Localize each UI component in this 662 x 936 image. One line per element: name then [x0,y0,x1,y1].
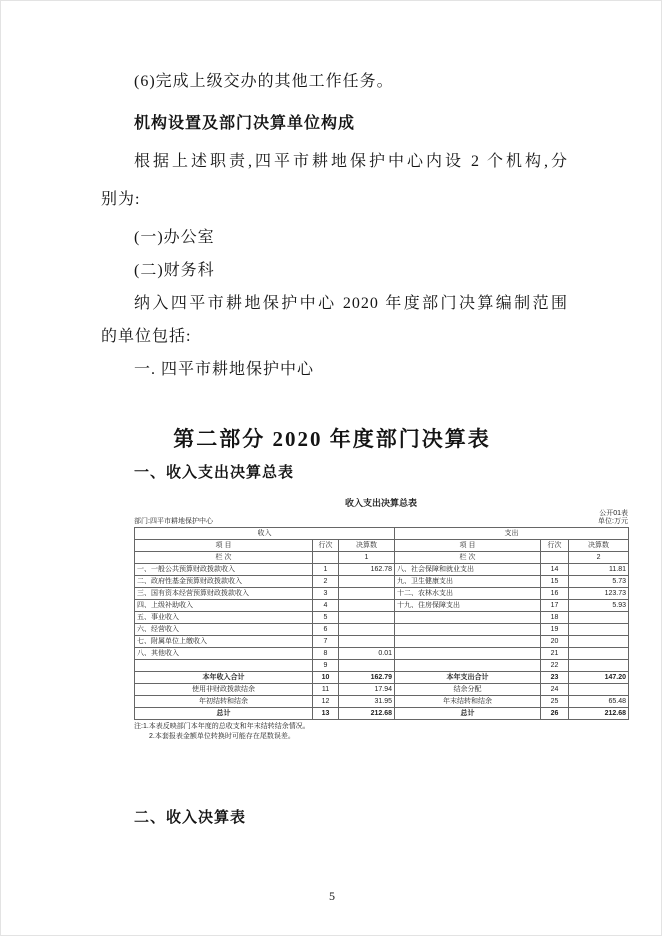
amount-cell [339,660,395,672]
line-no-cell: 21 [541,648,569,660]
col-header-line: 行次 [313,540,339,552]
line-no-cell: 1 [313,564,339,576]
table-meta [134,510,628,526]
amount-cell: 17.94 [339,684,395,696]
heading-org-setup: 机构设置及部门决算单位构成 [134,115,356,132]
item-cell: 本年收入合计 [135,672,313,684]
table-title: 收入支出决算总表 [344,498,417,508]
item-cell: 九、卫生健康支出 [395,576,541,588]
amount-cell [569,624,629,636]
page-number: 5 [329,889,335,903]
table-row [135,684,629,696]
lanci-row [135,552,629,564]
line-no-cell: 16 [541,588,569,600]
line-no-cell: 2 [313,576,339,588]
line-no-cell: 20 [541,636,569,648]
lanci-cell: 栏 次 [395,552,541,564]
item-cell: 三、国有资本经营预算财政拨款收入 [135,588,313,600]
item-cell: 结余分配 [395,684,541,696]
line-no-cell: 8 [313,648,339,660]
amount-cell [339,600,395,612]
line-no-cell: 3 [313,588,339,600]
group-header-row [135,528,629,540]
item-cell: 八、其他收入 [135,648,313,660]
table-row [135,660,629,672]
table-department: 部门:四平市耕地保护中心 [134,518,213,525]
table-row [135,672,629,684]
line-no-cell: 25 [541,696,569,708]
col-header-amount: 决算数 [339,540,395,552]
line-no-cell: 15 [541,576,569,588]
line-no-cell: 9 [313,660,339,672]
lanci-cell: 栏 次 [135,552,313,564]
paragraph-scope-line1: 纳入四平市耕地保护中心 2020 年度部门决算编制范围 [134,295,568,312]
table-row [135,636,629,648]
amount-cell: 5.93 [569,600,629,612]
line-no-cell: 10 [313,672,339,684]
amount-cell [569,648,629,660]
table-row [135,696,629,708]
amount-cell [339,576,395,588]
table-row [135,600,629,612]
part-two-title: 第二部分 2020 年度部门决算表 [173,427,491,451]
amount-cell [339,612,395,624]
column-header-row [135,540,629,552]
amount-cell: 123.73 [569,588,629,600]
amount-cell: 65.48 [569,696,629,708]
item-cell [395,624,541,636]
list-item-office: (一)办公室 [134,229,215,246]
item-cell: 总计 [395,708,541,720]
amount-cell [569,612,629,624]
amount-cell: 162.78 [339,564,395,576]
amount-cell [569,684,629,696]
table-note-2: 2.本套报表金额单位转换时可能存在尾数误差。 [149,733,295,740]
item-cell: 总计 [135,708,313,720]
amount-cell: 147.20 [569,672,629,684]
item-cell: 一、一般公共预算财政拨款收入 [135,564,313,576]
table-sheet-no: 公开01表 [599,510,628,517]
summary-table-body [135,564,629,720]
amount-cell [569,636,629,648]
line-no-cell: 4 [313,600,339,612]
lanci-cell [541,552,569,564]
item-cell: 年初结转和结余 [135,696,313,708]
item-cell [395,636,541,648]
amount-cell: 162.79 [339,672,395,684]
income-group-header: 收入 [135,528,395,540]
lanci-cell: 1 [339,552,395,564]
table-row [135,564,629,576]
item-cell: 二、政府性基金预算财政拨款收入 [135,576,313,588]
expenditure-group-header: 支出 [395,528,629,540]
table-unit: 单位:万元 [598,518,628,525]
amount-cell: 0.01 [339,648,395,660]
item-cell: 五、事业收入 [135,612,313,624]
line-no-cell: 11 [313,684,339,696]
lanci-cell: 2 [569,552,629,564]
amount-cell: 11.81 [569,564,629,576]
paragraph-duty-line1: 根据上述职责,四平市耕地保护中心内设 2 个机构,分 [134,153,568,170]
line-no-cell: 17 [541,600,569,612]
table-row [135,612,629,624]
table-note-1: 注:1.本表反映部门本年度的总收支和年末结转结余情况。 [134,723,310,730]
amount-cell: 5.73 [569,576,629,588]
table-row [135,624,629,636]
line-no-cell: 6 [313,624,339,636]
section2-heading: 二、收入决算表 [134,809,247,826]
line-no-cell: 18 [541,612,569,624]
item-cell [395,648,541,660]
paragraph-scope-line2: 的单位包括: [101,328,192,345]
line-no-cell: 5 [313,612,339,624]
item-cell: 本年支出合计 [395,672,541,684]
item-cell: 六、经营收入 [135,624,313,636]
col-header-line: 行次 [541,540,569,552]
table-row [135,708,629,720]
table-row [135,588,629,600]
line-no-cell: 19 [541,624,569,636]
line-no-cell: 7 [313,636,339,648]
item-cell: 七、附属单位上缴收入 [135,636,313,648]
amount-cell [339,588,395,600]
list-item-finance: (二)财务科 [134,262,215,279]
table-row [135,648,629,660]
col-header-amount: 决算数 [569,540,629,552]
paragraph-task: (6)完成上级交办的其他工作任务。 [134,73,394,90]
line-no-cell: 22 [541,660,569,672]
summary-table [134,527,629,720]
line-no-cell: 26 [541,708,569,720]
col-header-item: 项 目 [395,540,541,552]
amount-cell: 31.95 [339,696,395,708]
item-cell: 十二、农林水支出 [395,588,541,600]
item-cell [395,612,541,624]
item-cell [135,660,313,672]
list-item-center: 一. 四平市耕地保护中心 [134,361,315,378]
line-no-cell: 14 [541,564,569,576]
item-cell [395,660,541,672]
item-cell: 十九、住房保障支出 [395,600,541,612]
item-cell: 使用非财政拨款结余 [135,684,313,696]
amount-cell: 212.68 [339,708,395,720]
paragraph-duty-line2: 别为: [101,191,141,208]
line-no-cell: 23 [541,672,569,684]
item-cell: 四、上级补助收入 [135,600,313,612]
amount-cell [339,636,395,648]
line-no-cell: 24 [541,684,569,696]
item-cell: 年末结转和结余 [395,696,541,708]
table-row [135,576,629,588]
amount-cell [569,660,629,672]
item-cell: 八、社会保障和就业支出 [395,564,541,576]
line-no-cell: 12 [313,696,339,708]
amount-cell: 212.68 [569,708,629,720]
amount-cell [339,624,395,636]
summary-table-area [134,497,628,742]
lanci-cell [313,552,339,564]
table-notes [134,722,628,742]
line-no-cell: 13 [313,708,339,720]
section1-heading: 一、收入支出决算总表 [134,464,295,481]
col-header-item: 项 目 [135,540,313,552]
